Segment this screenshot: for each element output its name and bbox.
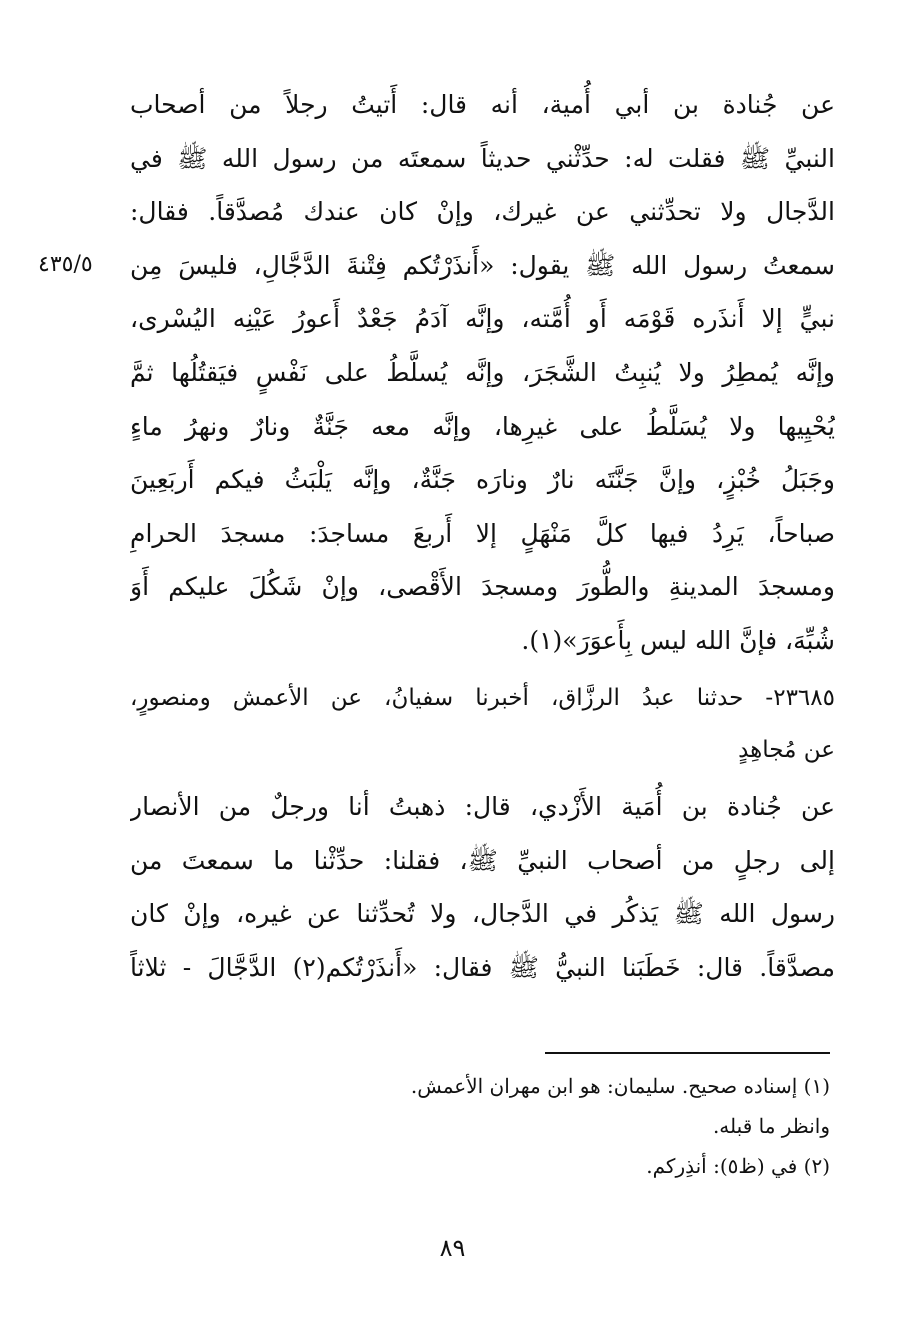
- text-line: نبيٍّ إلا أَنذَره قَوْمَه أَو أُمَّته، وإنَّه آدَمُ جَعْدٌ أَعورُ عَيْنِه اليُسْرى،: [130, 304, 835, 334]
- text-line: ٢٣٦٨٥- حدثنا عبدُ الرزَّاق، أخبرنا سفيانُ، عن الأعمش ومنصورٍ،: [130, 685, 835, 711]
- hadith-text-paragraph: [130, 78, 835, 668]
- footnotes: [230, 1066, 830, 1186]
- text-line: عن مُجاهِدٍ: [738, 737, 835, 763]
- text-line: إلى رجلٍ من أصحاب النبيِّ ﷺ، فقلنا: حدِّثْنا ما سمعتَ من: [130, 845, 835, 875]
- footnote-line: وانظر ما قبله.: [712, 1114, 830, 1138]
- text-line: سمعتُ رسول الله ﷺ يقول: «أَنذَرْتُكم فِتْنةَ الدَّجَّالِ، فليسَ مِن: [130, 250, 835, 280]
- text-line: وإنَّه يُمطِرُ ولا يُنبِتُ الشَّجَرَ، وإنَّه يُسلَّطُ على نَفْسٍ فيَقتُلُها ثمَّ: [130, 357, 835, 387]
- page-number: ٨٩: [439, 1234, 466, 1262]
- text-line: صباحاً، يَرِدُ فيها كلَّ مَنْهَلٍ إلا أَربعَ مساجدَ: مسجدَ الحرامِ: [130, 518, 835, 548]
- hadith-chain-paragraph: [130, 672, 835, 776]
- hadith-text-paragraph-2: [130, 780, 835, 994]
- margin-volume-page-reference: ٤٣٥/٥: [38, 252, 93, 277]
- text-line: شُبِّهَ، فإنَّ الله ليس بِأَعوَرَ»(١).: [521, 625, 835, 655]
- text-line: رسول الله ﷺ يَذكُر في الدَّجال، ولا تُحدِّثنا عن غيره، وإنْ كان: [130, 899, 835, 929]
- text-line: الدَّجال ولا تحدِّثني عن غيرك، وإنْ كان عندك مُصدَّقاً. فقال:: [130, 197, 835, 227]
- text-line: النبيِّ ﷺ فقلت له: حدِّثْني حديثاً سمعتَه من رسول الله ﷺ في: [130, 143, 835, 173]
- text-line: ومسجدَ المدينةِ والطُّورَ ومسجدَ الأَقْصى، وإنْ شَكُلَ عليكم أَوَ: [130, 572, 835, 602]
- footnote-line: (٢) في (ظ٥): أنذِركم.: [646, 1154, 830, 1178]
- text-line: يُحْيِيها ولا يُسَلَّطُ على غيرِها، وإنَّه معه جَنَّةٌ ونارٌ ونهرُ ماءٍ: [130, 411, 835, 441]
- text-line: وجَبَلُ خُبْزٍ، وإنَّ جَنَّتَه نارٌ ونارَه جَنَّةٌ، وإنَّه يَلْبَثُ فيكم أَربَعِينَ: [130, 465, 835, 495]
- text-line: مصدَّقاً. قال: خَطَبَنا النبيُّ ﷺ فقال: «أَنذَرْتُكم(٢) الدَّجَّالَ - ثلاثاً: [130, 952, 835, 982]
- footnote-divider: [545, 1052, 830, 1054]
- footnote-line: (١) إسناده صحيح. سليمان: هو ابن مهران الأعمش.: [410, 1074, 830, 1098]
- text-line: عن جُنادة بن أبي أُمية، أنه قال: أَتيتُ رجلاً من أصحاب: [130, 90, 835, 119]
- text-line: عن جُنادة بن أُمَية الأَزْدي، قال: ذهبتُ أنا ورجلٌ من الأنصار: [130, 792, 835, 821]
